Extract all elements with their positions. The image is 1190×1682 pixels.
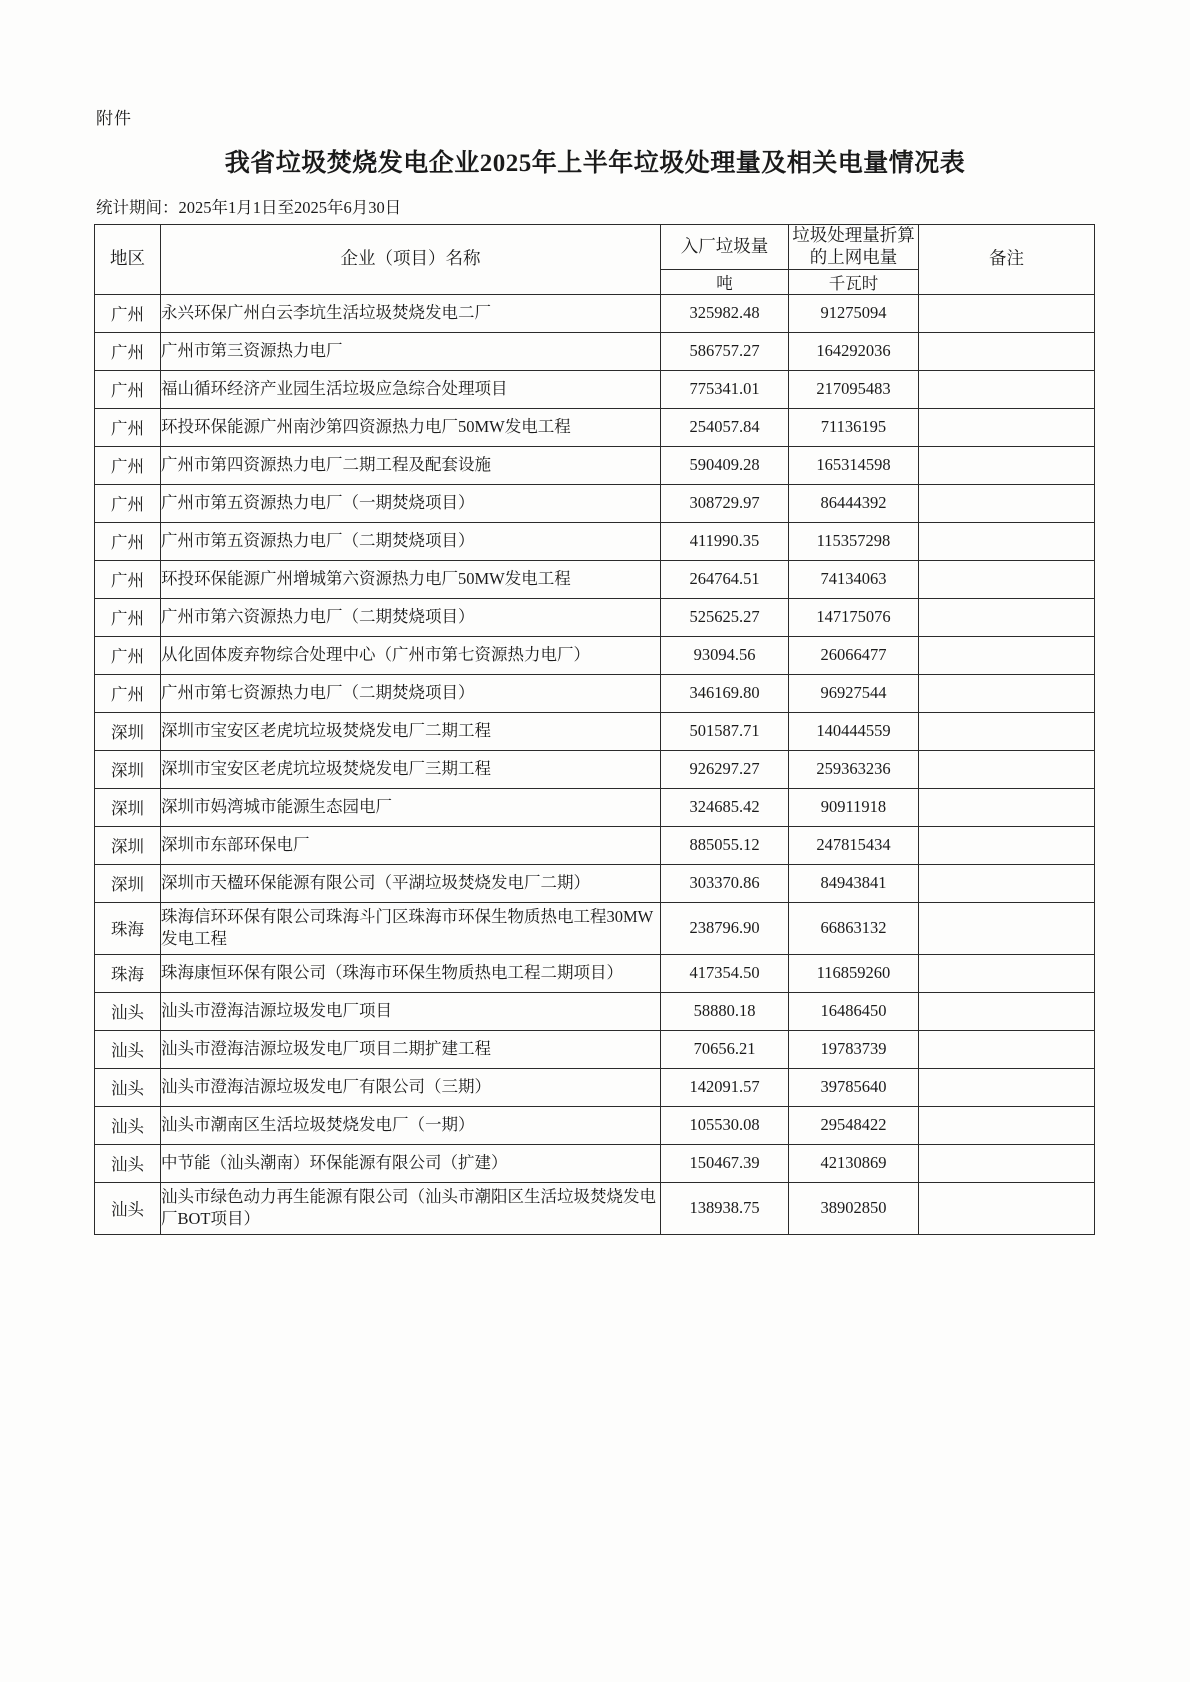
cell-note — [919, 1030, 1095, 1068]
cell-note — [919, 864, 1095, 902]
cell-region: 广州 — [95, 332, 161, 370]
cell-intake-tons: 324685.42 — [661, 788, 789, 826]
cell-intake-tons: 346169.80 — [661, 674, 789, 712]
header-intake-unit: 吨 — [661, 269, 789, 294]
cell-region: 汕头 — [95, 1182, 161, 1234]
cell-power-kwh: 16486450 — [789, 992, 919, 1030]
cell-enterprise-name: 广州市第六资源热力电厂（二期焚烧项目） — [161, 598, 661, 636]
cell-enterprise-name: 广州市第五资源热力电厂（一期焚烧项目） — [161, 484, 661, 522]
cell-region: 深圳 — [95, 712, 161, 750]
table-row — [95, 522, 1095, 560]
attachment-label: 附件 — [96, 109, 132, 128]
cell-power-kwh: 71136195 — [789, 408, 919, 446]
cell-power-kwh: 39785640 — [789, 1068, 919, 1106]
cell-note — [919, 408, 1095, 446]
cell-region: 深圳 — [95, 864, 161, 902]
cell-enterprise-name: 环投环保能源广州增城第六资源热力电厂50MW发电工程 — [161, 560, 661, 598]
cell-region: 广州 — [95, 294, 161, 332]
cell-region: 汕头 — [95, 1030, 161, 1068]
cell-note — [919, 522, 1095, 560]
table-row — [95, 954, 1095, 992]
table-row — [95, 826, 1095, 864]
cell-enterprise-name: 深圳市宝安区老虎坑垃圾焚烧发电厂三期工程 — [161, 750, 661, 788]
table-row — [95, 446, 1095, 484]
cell-region: 汕头 — [95, 992, 161, 1030]
cell-power-kwh: 164292036 — [789, 332, 919, 370]
cell-enterprise-name: 深圳市宝安区老虎坑垃圾焚烧发电厂二期工程 — [161, 712, 661, 750]
cell-intake-tons: 264764.51 — [661, 560, 789, 598]
cell-note — [919, 1144, 1095, 1182]
cell-enterprise-name: 环投环保能源广州南沙第四资源热力电厂50MW发电工程 — [161, 408, 661, 446]
header-intake: 入厂垃圾量 — [661, 225, 789, 270]
cell-note — [919, 484, 1095, 522]
cell-enterprise-name: 深圳市东部环保电厂 — [161, 826, 661, 864]
cell-enterprise-name: 汕头市潮南区生活垃圾焚烧发电厂（一期） — [161, 1106, 661, 1144]
cell-region: 广州 — [95, 674, 161, 712]
cell-enterprise-name: 广州市第三资源热力电厂 — [161, 332, 661, 370]
cell-note — [919, 902, 1095, 954]
cell-enterprise-name: 中节能（汕头潮南）环保能源有限公司（扩建） — [161, 1144, 661, 1182]
table-row — [95, 674, 1095, 712]
cell-intake-tons: 590409.28 — [661, 446, 789, 484]
cell-region: 深圳 — [95, 750, 161, 788]
table-row — [95, 408, 1095, 446]
table-row — [95, 1030, 1095, 1068]
cell-intake-tons: 308729.97 — [661, 484, 789, 522]
header-power-unit: 千瓦时 — [789, 269, 919, 294]
cell-intake-tons: 138938.75 — [661, 1182, 789, 1234]
table-row — [95, 370, 1095, 408]
cell-power-kwh: 42130869 — [789, 1144, 919, 1182]
cell-intake-tons: 885055.12 — [661, 826, 789, 864]
table-row — [95, 636, 1095, 674]
cell-region: 珠海 — [95, 902, 161, 954]
cell-intake-tons: 325982.48 — [661, 294, 789, 332]
table-header — [95, 225, 1095, 295]
statistics-period: 统计期间：2025年1月1日至2025年6月30日 — [96, 198, 402, 217]
cell-region: 深圳 — [95, 826, 161, 864]
cell-enterprise-name: 广州市第五资源热力电厂（二期焚烧项目） — [161, 522, 661, 560]
cell-region: 广州 — [95, 560, 161, 598]
cell-region: 深圳 — [95, 788, 161, 826]
cell-enterprise-name: 深圳市天楹环保能源有限公司（平湖垃圾焚烧发电厂二期） — [161, 864, 661, 902]
cell-power-kwh: 217095483 — [789, 370, 919, 408]
cell-region: 广州 — [95, 598, 161, 636]
cell-power-kwh: 66863132 — [789, 902, 919, 954]
cell-intake-tons: 525625.27 — [661, 598, 789, 636]
cell-intake-tons: 93094.56 — [661, 636, 789, 674]
cell-intake-tons: 142091.57 — [661, 1068, 789, 1106]
table-row — [95, 560, 1095, 598]
table-row — [95, 864, 1095, 902]
table-row — [95, 332, 1095, 370]
cell-enterprise-name: 永兴环保广州白云李坑生活垃圾焚烧发电二厂 — [161, 294, 661, 332]
cell-power-kwh: 247815434 — [789, 826, 919, 864]
cell-note — [919, 1182, 1095, 1234]
cell-power-kwh: 19783739 — [789, 1030, 919, 1068]
cell-power-kwh: 29548422 — [789, 1106, 919, 1144]
cell-enterprise-name: 从化固体废弃物综合处理中心（广州市第七资源热力电厂） — [161, 636, 661, 674]
cell-intake-tons: 238796.90 — [661, 902, 789, 954]
cell-enterprise-name: 汕头市澄海洁源垃圾发电厂项目 — [161, 992, 661, 1030]
cell-note — [919, 598, 1095, 636]
cell-intake-tons: 70656.21 — [661, 1030, 789, 1068]
table-row — [95, 712, 1095, 750]
cell-enterprise-name: 广州市第四资源热力电厂二期工程及配套设施 — [161, 446, 661, 484]
cell-note — [919, 788, 1095, 826]
cell-intake-tons: 58880.18 — [661, 992, 789, 1030]
cell-note — [919, 332, 1095, 370]
table-row — [95, 788, 1095, 826]
table-row — [95, 294, 1095, 332]
cell-intake-tons: 105530.08 — [661, 1106, 789, 1144]
cell-enterprise-name: 广州市第七资源热力电厂（二期焚烧项目） — [161, 674, 661, 712]
table-header-row-main — [95, 225, 1095, 270]
table-row — [95, 1144, 1095, 1182]
cell-power-kwh: 115357298 — [789, 522, 919, 560]
cell-power-kwh: 140444559 — [789, 712, 919, 750]
cell-power-kwh: 91275094 — [789, 294, 919, 332]
cell-intake-tons: 150467.39 — [661, 1144, 789, 1182]
cell-note — [919, 826, 1095, 864]
cell-note — [919, 674, 1095, 712]
cell-intake-tons: 926297.27 — [661, 750, 789, 788]
cell-note — [919, 992, 1095, 1030]
cell-intake-tons: 303370.86 — [661, 864, 789, 902]
table-row — [95, 750, 1095, 788]
cell-region: 广州 — [95, 408, 161, 446]
cell-power-kwh: 116859260 — [789, 954, 919, 992]
cell-note — [919, 294, 1095, 332]
table-row — [95, 992, 1095, 1030]
cell-region: 汕头 — [95, 1068, 161, 1106]
cell-enterprise-name: 汕头市绿色动力再生能源有限公司（汕头市潮阳区生活垃圾焚烧发电厂BOT项目） — [161, 1182, 661, 1234]
table-row — [95, 598, 1095, 636]
cell-intake-tons: 254057.84 — [661, 408, 789, 446]
cell-power-kwh: 165314598 — [789, 446, 919, 484]
cell-enterprise-name: 汕头市澄海洁源垃圾发电厂项目二期扩建工程 — [161, 1030, 661, 1068]
cell-intake-tons: 417354.50 — [661, 954, 789, 992]
cell-region: 广州 — [95, 636, 161, 674]
cell-enterprise-name: 珠海康恒环保有限公司（珠海市环保生物质热电工程二期项目） — [161, 954, 661, 992]
table-row — [95, 484, 1095, 522]
cell-intake-tons: 586757.27 — [661, 332, 789, 370]
cell-intake-tons: 501587.71 — [661, 712, 789, 750]
cell-power-kwh: 86444392 — [789, 484, 919, 522]
cell-enterprise-name: 珠海信环环保有限公司珠海斗门区珠海市环保生物质热电工程30MW发电工程 — [161, 902, 661, 954]
cell-enterprise-name: 汕头市澄海洁源垃圾发电厂有限公司（三期） — [161, 1068, 661, 1106]
cell-intake-tons: 775341.01 — [661, 370, 789, 408]
data-table-wrapper — [94, 224, 1094, 1235]
cell-region: 广州 — [95, 370, 161, 408]
page-title: 我省垃圾焚烧发电企业2025年上半年垃圾处理量及相关电量情况表 — [224, 150, 966, 177]
cell-note — [919, 446, 1095, 484]
cell-power-kwh: 147175076 — [789, 598, 919, 636]
cell-intake-tons: 411990.35 — [661, 522, 789, 560]
header-note: 备注 — [919, 225, 1095, 295]
table-row — [95, 1106, 1095, 1144]
cell-power-kwh: 26066477 — [789, 636, 919, 674]
table-row — [95, 902, 1095, 954]
cell-note — [919, 954, 1095, 992]
cell-region: 广州 — [95, 446, 161, 484]
cell-power-kwh: 38902850 — [789, 1182, 919, 1234]
cell-region: 汕头 — [95, 1144, 161, 1182]
cell-note — [919, 750, 1095, 788]
cell-note — [919, 712, 1095, 750]
header-region: 地区 — [95, 225, 161, 295]
cell-note — [919, 1106, 1095, 1144]
cell-note — [919, 1068, 1095, 1106]
cell-power-kwh: 84943841 — [789, 864, 919, 902]
table-row — [95, 1182, 1095, 1234]
cell-note — [919, 370, 1095, 408]
table-row — [95, 1068, 1095, 1106]
header-enterprise: 企业（项目）名称 — [161, 225, 661, 295]
cell-note — [919, 636, 1095, 674]
cell-power-kwh: 90911918 — [789, 788, 919, 826]
waste-power-table — [94, 224, 1095, 1235]
cell-note — [919, 560, 1095, 598]
header-power: 垃圾处理量折算的上网电量 — [789, 225, 919, 270]
cell-enterprise-name: 深圳市妈湾城市能源生态园电厂 — [161, 788, 661, 826]
table-body — [95, 294, 1095, 1234]
cell-power-kwh: 259363236 — [789, 750, 919, 788]
cell-power-kwh: 96927544 — [789, 674, 919, 712]
cell-region: 汕头 — [95, 1106, 161, 1144]
cell-power-kwh: 74134063 — [789, 560, 919, 598]
cell-region: 广州 — [95, 522, 161, 560]
cell-region: 珠海 — [95, 954, 161, 992]
cell-enterprise-name: 福山循环经济产业园生活垃圾应急综合处理项目 — [161, 370, 661, 408]
cell-region: 广州 — [95, 484, 161, 522]
